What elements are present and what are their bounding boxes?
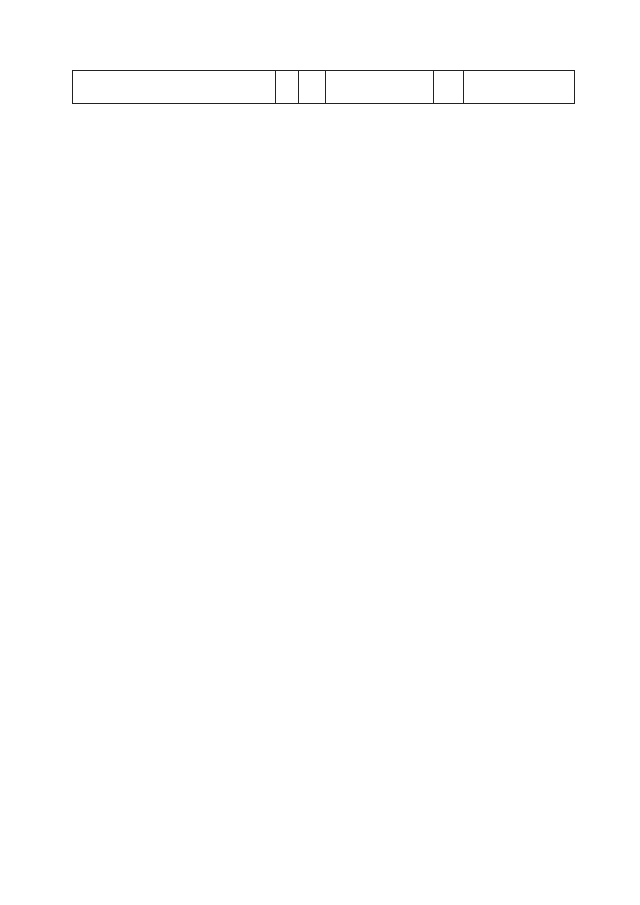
header-rz: [276, 71, 299, 104]
table-header: [72, 70, 575, 104]
header-sum: [464, 71, 575, 104]
header-vr: [434, 71, 464, 104]
header-pr: [299, 71, 326, 104]
header-csr: [326, 71, 434, 104]
header-name: [73, 71, 276, 104]
